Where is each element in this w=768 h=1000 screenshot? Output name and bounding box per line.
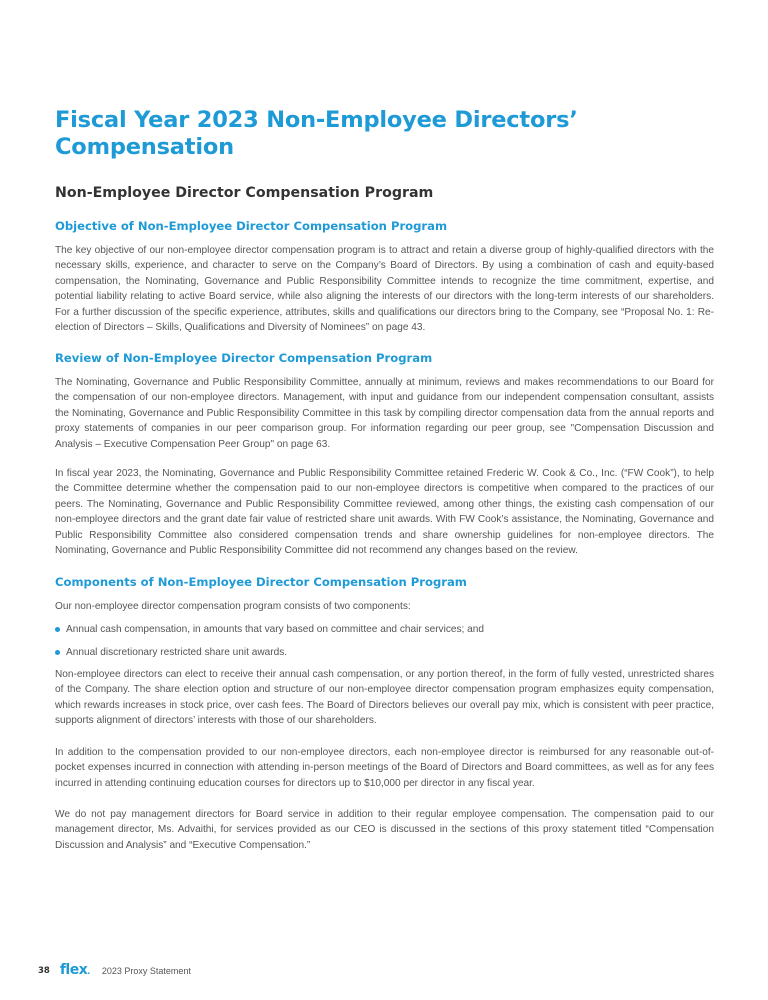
page-title: Fiscal Year 2023 Non-Employee Directors’ Compensation (55, 107, 578, 160)
logo-dot: . (87, 967, 90, 976)
flex-logo (60, 962, 90, 978)
document-title: 2023 Proxy Statement (101, 966, 191, 976)
components-paragraph-1: Non-employee directors can elect to receive their annual cash compensation, or any portion thereof, in the form of fully vested, unrestricted shares of the Company. The share election option and structure of our non-employee director compensation program emphasizes equity compensation, which rewards increases in stock price, over cash fees. The Board of Directors believes our overall pay mix, which is consistent with peer practice, supports alignment of directors’ interests with those of our shareholders. (55, 669, 714, 727)
review-paragraph-1: The Nominating, Governance and Public Responsibility Committee, annually at minimum, reviews and makes recommendations to our Board for the compensation of our non-employee directors. Management, with input and guidance from our independent compensation consultant, assists the Nominating, Governance and Public Responsibility Committee in this task by compiling director compensation data from the annual reports and proxy statements of companies in our peer comparison group. For information regarding our peer group, see "Compensation Discussion and Analysis – Executive Compensation Peer Group" on page 63. (55, 377, 714, 450)
review-paragraph-2: In fiscal year 2023, the Nominating, Governance and Public Responsibility Committee retained Frederic W. Cook & Co., Inc. (“FW Cook”), to help the Committee determine whether the compensation paid to our non-employee directors is competitive when compared to the practices of our peers. The Nominating, Governance and Public Responsibility Committee reviewed, among other things, the existing cash compensation of our non-employee directors and the grant date fair value of restricted share unit awards. With FW Cook’s assistance, the Nominating, Governance and Public Responsibility Committee also considered compensation trends and share ownership guidelines for non-employee directors. The Nominating, Governance and Public Responsibility Committee did not recommend any changes based on the review. (55, 468, 714, 557)
review-heading: Review of Non-Employee Director Compensation Program (55, 351, 433, 365)
objective-heading: Objective of Non-Employee Director Compensation Program (55, 219, 448, 233)
list-item-text: Annual discretionary restricted share unit awards. (66, 647, 288, 658)
list-item (55, 645, 714, 660)
components-heading: Components of Non-Employee Director Compensation Program (55, 575, 467, 589)
list-item (55, 622, 714, 637)
bullet-icon (55, 650, 60, 655)
components-paragraph-2: In addition to the compensation provided to our non-employee directors, each non-employee director is reimbursed for any reasonable out-of-pocket expenses incurred in connection with attending in-person meetings of the Board of Directors and Board committees, as well as for any fees incurred in attending continuing education courses for directors up to $10,000 per director in any fiscal year. (55, 747, 714, 789)
components-paragraph-3: We do not pay management directors for Board service in addition to their regular employee compensation. The compensation paid to our management director, Ms. Advaithi, for services provided as our CEO is discussed in the sections of this proxy statement titled “Compensation Discussion and Analysis” and “Executive Compensation.” (55, 809, 714, 851)
components-intro: Our non-employee director compensation program consists of two components: (55, 601, 411, 612)
section-heading: Non-Employee Director Compensation Program (55, 185, 434, 201)
list-item-text: Annual cash compensation, in amounts that vary based on committee and chair services; and (66, 624, 484, 635)
objective-paragraph: The key objective of our non-employee director compensation program is to attract and retain a diverse group of highly-qualified directors with the necessary skills, experience, and character to serve on the Company’s Board of Directors. By using a combination of cash and equity-based compensation, the Nominating, Governance and Public Responsibility Committee intends to recognize the time commitment, expertise, and potential liability relating to active Board service, while also aligning the interests of our directors with the long-term interests of our shareholders. For a further discussion of the specific experience, attributes, skills and qualifications our directors bring to the Company, see “Proposal No. 1: Re-election of Directors – Skills, Qualifications and Diversity of Nominees” on page 43. (55, 245, 714, 334)
bullet-icon (55, 627, 60, 632)
logo-text: flex (59, 962, 88, 978)
page-footer (38, 962, 191, 980)
page-number: 38 (38, 966, 50, 976)
